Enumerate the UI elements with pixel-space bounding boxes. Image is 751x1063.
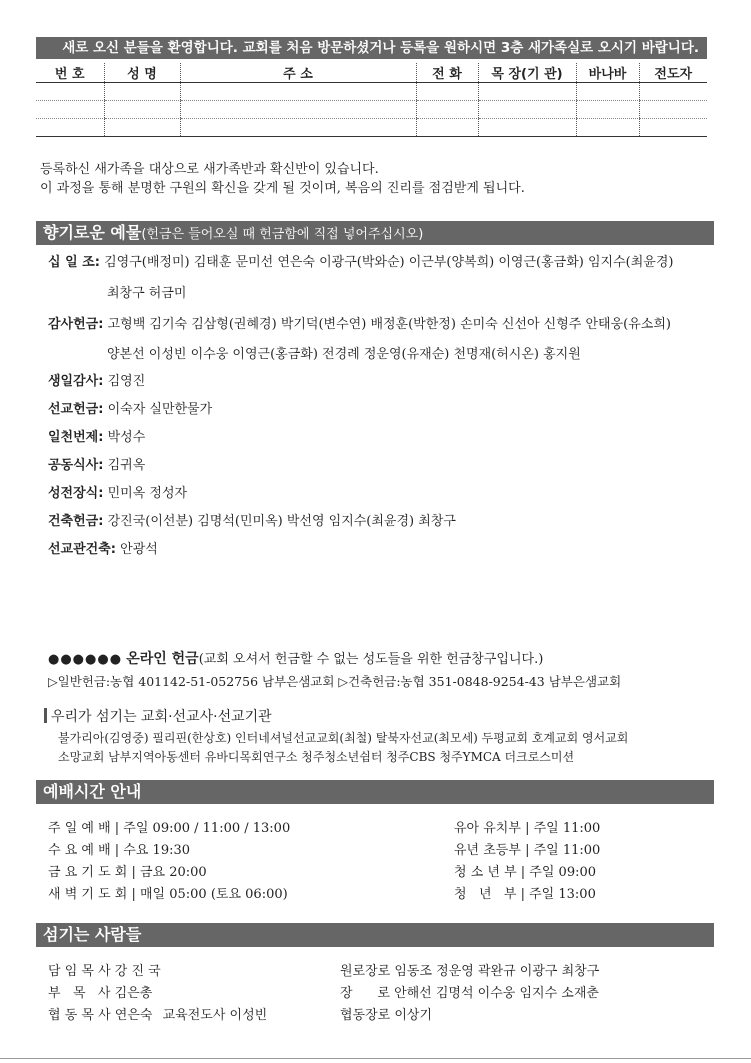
dots-icon: ●●●●●● [48,652,123,667]
new-family-note: 등록하신 새가족을 대상으로 새가족반과 확신반이 있습니다. [40,162,379,177]
staff-role: 교육전도사 [162,1008,226,1023]
missions-line: 소망교회 남부지역아동센터 유바디목회연구소 청주청소년쉼터 청주CBS 청주YMCA 더크로스미션 [58,750,575,764]
offering-names: 박성수 [107,430,146,445]
service-sunday [48,817,290,836]
staff-names: 강 진 국 [114,964,161,979]
staff-role: 부 목 사 [48,986,111,1001]
service-time: | 수요 19:30 [114,843,191,858]
staff-role: 협 동 목 사 [48,1008,111,1023]
offering-section-header [36,221,714,245]
offering-row-building [48,513,456,531]
service-label: 주 일 예 배 [48,821,111,836]
offering-names: 양본선 이성빈 이수웅 이영근(홍금화) 전경례 정운영(유재순) 천명재(허시온) 홍지원 [107,347,581,362]
offering-names: 민미옥 정성자 [107,486,188,501]
offering-names: 최창구 허금미 [107,286,187,301]
bottom-divider [0,1058,751,1059]
offering-names: 김영진 [107,374,146,389]
staff-role: 원로장로 [340,964,391,979]
staff-names: 김은총 [114,986,153,1001]
service-label: 유년 초등부 [454,843,521,858]
header-group: 목 장(기 관) [478,63,576,83]
offering-label: 감사헌금: [48,317,104,332]
offering-names: 김영구(배정미) 김태훈 문미선 연은숙 이광구(박와순) 이근부(양복희) 이영근(홍금화) 임지수(최윤경) [104,255,674,270]
offering-row-decoration [48,485,187,503]
service-time: | 금요 20:00 [131,865,207,880]
missions-title: 우리가 섬기는 교회·선교사·선교기관 [51,709,272,725]
worship-title: 예배시간 안내 [43,782,142,801]
service-youth [454,861,596,880]
missions-header [44,706,272,726]
header-number: 번 호 [36,63,104,83]
staff-elder-emeritus [340,960,599,979]
worship-section-header [36,780,714,804]
offering-row-birthday [48,373,145,391]
service-time: | 주일 11:00 [525,821,601,836]
staff-senior-pastor [48,960,161,979]
staff-names: 이성빈 [229,1008,268,1023]
staff-names: 안해선 김명석 이수웅 임지수 소재춘 [394,986,599,1001]
table-row [36,101,707,119]
offering-label: 생일감사: [48,374,104,389]
service-time: | 주일 13:00 [520,887,596,902]
offering-row-mission-building [48,541,158,559]
offering-title-note: (헌금은 들어오실 때 헌금함에 직접 넣어주십시오) [141,227,424,242]
service-friday [48,861,207,880]
offering-label: 건축헌금: [48,514,104,529]
service-label: 새 벽 기 도 회 [48,887,128,902]
welcome-banner: 새로 오신 분들을 환영합니다. 교회를 처음 방문하셨거나 등록을 원하시면 3층 새가족실로 오시기 바랍니다. [36,37,707,59]
offering-names: 이숙자 실만한물가 [107,402,213,417]
registration-header-row [36,63,707,83]
header-name: 성 명 [104,63,180,83]
header-phone: 전 화 [416,63,478,83]
service-label: 청 소 년 부 [454,865,517,880]
service-time: | 주일 09:00 / 11:00 / 13:00 [114,821,291,836]
offering-label: 선교관건축: [48,542,116,557]
staff-cooperating-pastor [48,1004,267,1023]
offering-names: 강진국(이선분) 김명석(민미옥) 박선영 임지수(최윤경) 최창구 [107,514,456,529]
staff-role: 협동장로 [340,1008,391,1023]
offering-row-thanks [48,316,671,334]
service-time: | 주일 09:00 [520,865,597,880]
staff-role: 장 로 [340,986,390,1001]
offering-label: 선교헌금: [48,402,104,417]
service-label: 유아 유치부 [454,821,521,836]
table-row [36,119,707,137]
staff-role: 담 임 목 사 [48,964,111,979]
online-title: 온라인 헌금 [126,651,199,667]
offering-row-meal [48,457,145,475]
offering-title: 향기로운 예물 [43,223,142,242]
offering-row-mission [48,401,212,419]
header-barnabas: 바나바 [576,63,639,83]
service-dawn [48,883,288,902]
assurance-note: 이 과정을 통해 분명한 구원의 확신을 갖게 될 것이며, 복음의 진리를 점검받게 됩니다. [40,181,525,196]
bank-accounts: ▷일반헌금:농협 401142-51-052756 남부은샘교회 ▷건축헌금:농협 351-0848-9254-43 남부은샘교회 [48,674,622,689]
table-row [36,83,707,101]
staff-elders [340,982,599,1001]
staff-title: 섬기는 사람들 [43,925,142,944]
service-young-adult [454,883,596,902]
offering-names: 고형백 김기숙 김삼형(권혜경) 박기덕(변수연) 배정훈(박한정) 손미숙 신선아 신형주 안태웅(유소희) [107,317,671,332]
registration-table [36,63,707,137]
offering-label: 일천번제: [48,430,104,445]
offering-row-tithe [48,254,674,272]
staff-names: 연은숙 [114,1008,153,1023]
staff-associate-pastor [48,982,152,1001]
staff-section-header [36,923,714,947]
bar-icon [44,708,47,723]
service-elementary [454,839,600,858]
offering-names: 안광석 [120,542,158,557]
service-label: 청 년 부 [454,887,517,902]
online-offering [48,648,543,668]
offering-label: 십 일 조: [48,255,100,270]
offering-label: 성전장식: [48,486,104,501]
staff-names: 임동조 정운영 곽완규 이광구 최창구 [394,964,600,979]
service-time: | 매일 05:00 (토요 06:00) [131,887,288,902]
staff-cooperating-elder [340,1004,432,1023]
header-address: 주 소 [180,63,416,83]
service-kindergarten [454,817,600,836]
service-label: 수 요 예 배 [48,843,111,858]
offering-label: 공동식사: [48,458,104,473]
staff-names: 이상기 [394,1008,433,1023]
offering-row-thousand [48,429,145,447]
offering-names: 김귀옥 [107,458,146,473]
service-label: 금 요 기 도 회 [48,865,128,880]
service-time: | 주일 11:00 [525,843,601,858]
header-evangelist: 전도자 [639,63,707,83]
missions-line: 불가리아(김영중) 필리핀(한상호) 인터네셔널선교교회(최철) 탈북자선교(최모세) 두평교회 호계교회 영서교회 [58,731,629,745]
service-wednesday [48,839,190,858]
online-note: (교회 오셔서 헌금할 수 없는 성도들을 위한 헌금창구입니다.) [198,652,544,667]
